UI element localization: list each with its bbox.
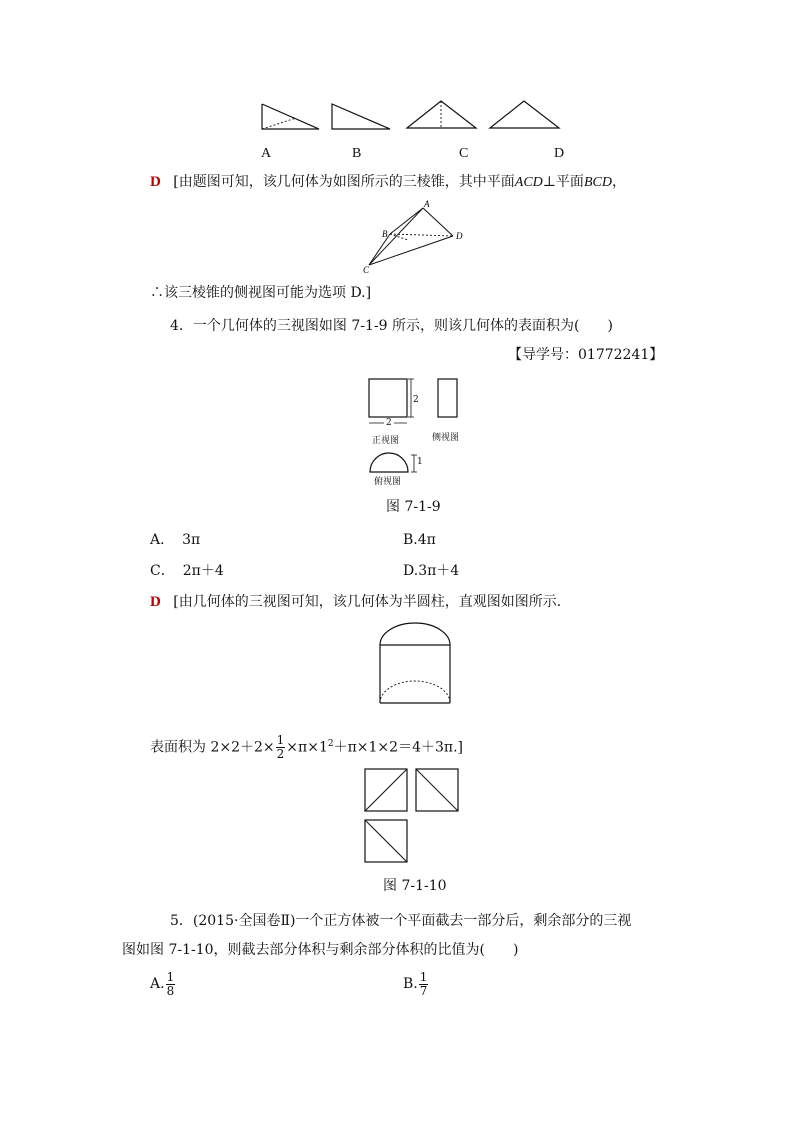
vertex-b-label: B xyxy=(382,229,388,239)
dim-height-2: 2 xyxy=(413,395,419,405)
three-view-diagram-7-1-10 xyxy=(364,768,460,863)
q4-area-formula xyxy=(150,726,463,766)
q4-stem: 4．一个几何体的三视图如图 7-1-9 所示，则该几何体的表面积为( ) xyxy=(170,318,613,334)
q4-option-a-text: 3π xyxy=(182,532,201,548)
q4-option-c[interactable] xyxy=(150,561,224,581)
q5-option-b-fraction: $\frac{1}{7}$ xyxy=(419,969,428,998)
q4-option-a-letter: A． xyxy=(150,532,175,548)
dim-width-2: 2 xyxy=(386,418,392,428)
pyramid-diagram xyxy=(360,200,470,276)
side-view-label: 侧视图 xyxy=(432,433,460,443)
option-c-triangle xyxy=(405,99,479,131)
q3-perp: ⊥平面 xyxy=(542,174,584,190)
q4-option-d[interactable] xyxy=(403,561,459,581)
q4-option-b[interactable] xyxy=(403,530,436,550)
q4-option-a[interactable] xyxy=(150,530,200,550)
q4-option-d-text: 3π＋4 xyxy=(418,563,460,579)
q4-explanation xyxy=(150,592,571,612)
q5-option-a-fraction: $\frac{1}{8}$ xyxy=(166,969,175,998)
q3-explanation-end: ， xyxy=(611,174,626,190)
q5-stem-line2: 图如图 7-1-10，则截去部分体积与剩余部分体积的比值为( ) xyxy=(122,942,519,958)
option-d-label: D xyxy=(554,146,565,161)
figure-caption-7-1-10: 图 7-1-10 xyxy=(383,878,447,894)
q4-answer-letter: D xyxy=(150,594,161,610)
option-c-label: C xyxy=(459,146,469,161)
option-a-triangle xyxy=(260,102,322,132)
area-suffix: ＋π×1×2＝4＋3π.] xyxy=(333,739,463,756)
figure-caption-7-1-9: 图 7-1-9 xyxy=(386,499,441,515)
option-b-triangle xyxy=(330,102,392,132)
q3-conclusion: ∴该三棱锥的侧视图可能为选项 D.] xyxy=(150,285,372,301)
half-cylinder-diagram xyxy=(375,620,455,708)
option-b-label: B xyxy=(352,146,362,161)
q5-option-a[interactable] xyxy=(150,966,176,1002)
q4-option-b-letter: B. xyxy=(403,532,418,548)
front-view-label: 正视图 xyxy=(372,436,400,446)
vertex-d-label: D xyxy=(456,231,463,241)
q4-option-c-letter: C． xyxy=(150,563,175,579)
q5-stem-line1: 5．(2015·全国卷Ⅱ)一个正方体被一个平面截去一部分后，剩余部分的三视 xyxy=(170,913,632,929)
q3-plane-bcd: BCD xyxy=(583,175,612,190)
q4-option-d-letter: D. xyxy=(403,563,419,579)
area-fraction-half: $\frac{1}{2}$ xyxy=(276,733,285,762)
q4-explanation-text: [由几何体的三视图可知，该几何体为半圆柱，直观图如图所示． xyxy=(173,594,571,610)
q4-option-b-text: 4π xyxy=(417,532,436,548)
q3-explanation xyxy=(150,172,626,193)
dim-top-1: 1 xyxy=(417,457,423,467)
area-sup: 2 xyxy=(327,739,334,749)
q4-option-c-text: 2π＋4 xyxy=(182,563,224,579)
q4-guide-number: 【导学号：01772241】 xyxy=(508,347,664,363)
top-view-label: 俯视图 xyxy=(374,477,402,487)
q3-plane-acd: ACD xyxy=(514,175,543,190)
vertex-c-label: C xyxy=(363,265,370,275)
area-mid: ×π×1 xyxy=(286,739,328,756)
area-prefix: 表面积为 2×2＋2× xyxy=(150,739,275,756)
option-a-label: A xyxy=(261,146,272,161)
option-d-triangle xyxy=(488,99,562,131)
q5-option-b-letter: B. xyxy=(403,976,418,992)
vertex-a-label: A xyxy=(424,199,430,209)
q5-option-a-letter: A. xyxy=(150,976,165,992)
q5-option-b[interactable] xyxy=(403,966,429,1002)
q3-answer-letter: D xyxy=(150,174,161,190)
q3-explanation-pre: [由题图可知，该几何体为如图所示的三棱锥，其中平面 xyxy=(173,174,515,190)
